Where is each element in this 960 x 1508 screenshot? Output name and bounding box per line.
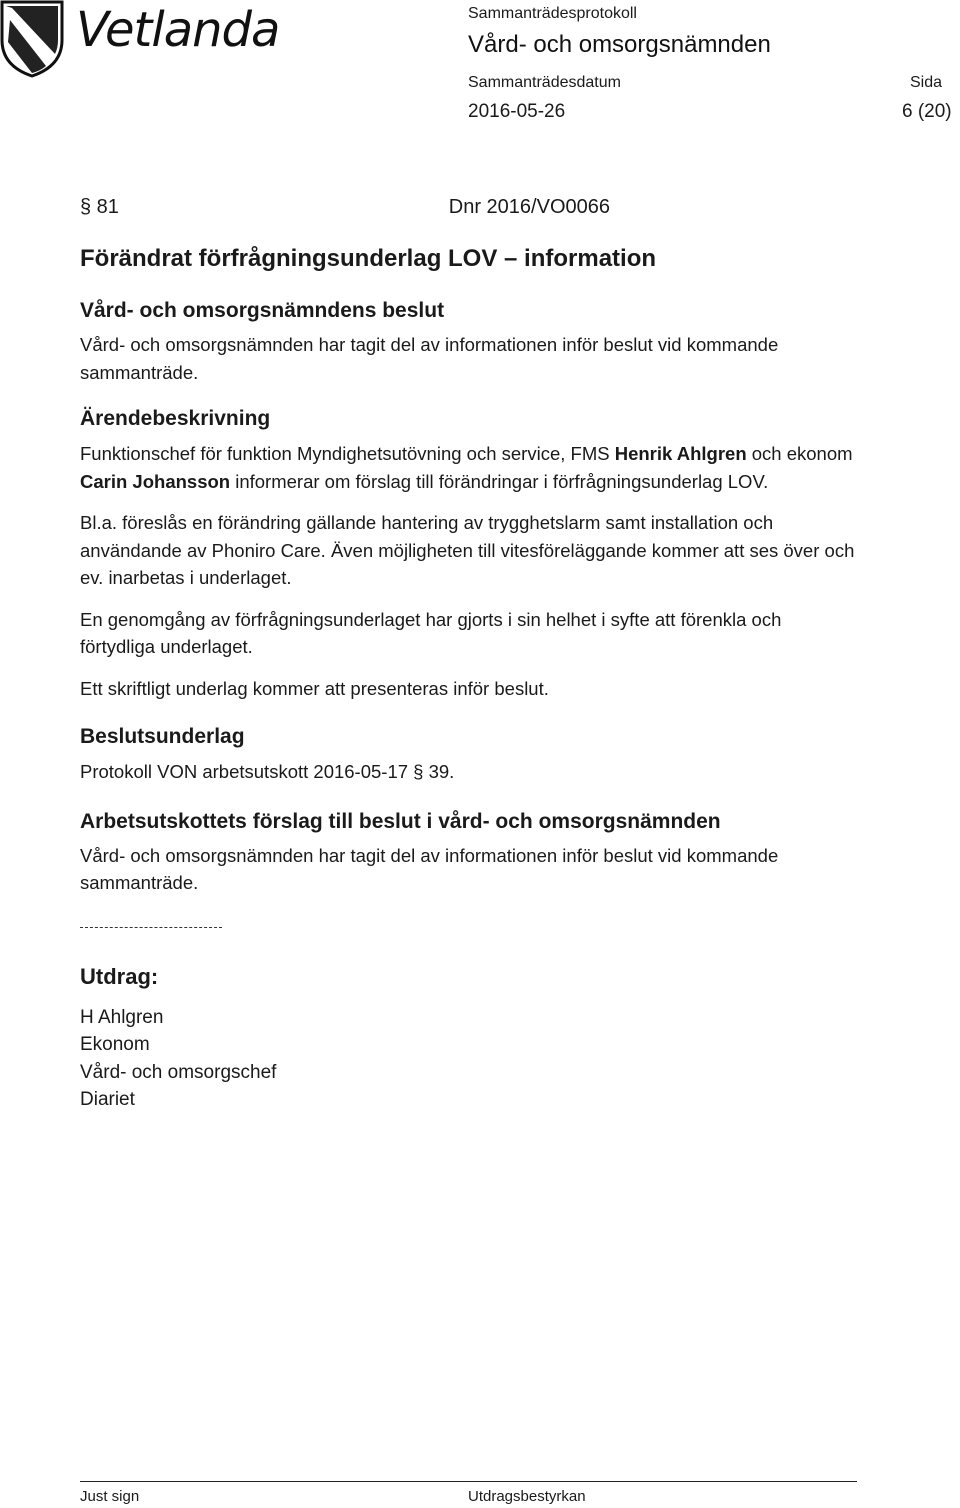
description-text: och ekonom xyxy=(746,443,853,464)
extract-recipient-list xyxy=(80,1004,860,1114)
proposal-text: Vård- och omsorgsnämnden har tagit del av informationen inför beslut vid kommande sammanträde. xyxy=(80,844,779,893)
protocol-item xyxy=(80,196,860,1114)
description-text: Funktionschef för funktion Myndighetsutövning och service, FMS xyxy=(80,443,615,464)
person-name: Henrik Ahlgren xyxy=(614,443,747,464)
description-paragraph-4: Ett skriftligt underlag kommer att presenteras inför beslut. xyxy=(80,677,549,699)
person-name: Carin Johansson xyxy=(80,470,231,492)
vetlanda-coat-of-arms-icon xyxy=(0,0,66,78)
municipality-wordmark: Vetlanda xyxy=(76,2,280,58)
extract-certification-label: Utdragsbestyrkan xyxy=(468,1488,586,1505)
basis-heading: Beslutsunderlag xyxy=(80,725,245,748)
extract-heading: Utdrag: xyxy=(80,963,159,989)
extract-recipient: Vård- och omsorgschef xyxy=(80,1061,277,1083)
meeting-date: 2016-05-26 xyxy=(468,101,566,122)
item-id-row xyxy=(80,196,610,219)
item-title: Förändrat förfrågningsunderlag LOV – information xyxy=(80,245,657,272)
footer-divider xyxy=(80,1481,857,1482)
protocol-label: Sammanträdesprotokoll xyxy=(468,5,637,22)
diary-number: Dnr 2016/VO0066 xyxy=(448,196,610,218)
municipality-logo xyxy=(0,0,300,80)
description-paragraph-1 xyxy=(80,440,860,495)
committee-name: Vård- och omsorgsnämnden xyxy=(468,31,771,58)
sign-label: Just sign xyxy=(80,1488,140,1505)
basis-text: Protokoll VON arbetsutskott 2016-05-17 § 39. xyxy=(80,761,455,782)
decision-text: Vård- och omsorgsnämnden har tagit del av informationen inför beslut vid kommande sammanträde. xyxy=(80,334,779,383)
extract-recipient: Ekonom xyxy=(80,1034,150,1055)
separator-line xyxy=(80,927,222,928)
section-number: § 81 xyxy=(80,196,119,218)
page-number: 6 (20) xyxy=(902,101,952,122)
decision-heading: Vård- och omsorgsnämndens beslut xyxy=(80,299,445,322)
description-text: informerar om förslag till förändringar i förfrågningsunderlag LOV. xyxy=(230,470,769,492)
extract-recipient: H Ahlgren xyxy=(80,1006,164,1028)
proposal-heading: Arbetsutskottets förslag till beslut i vård- och omsorgsnämnden xyxy=(80,809,721,833)
extract-recipient: Diariet xyxy=(80,1089,135,1110)
description-heading: Ärendebeskrivning xyxy=(80,407,271,430)
description-paragraph-2: Bl.a. föreslås en förändring gällande hantering av trygghetslarm samt installation och användande av Phoniro Care. Även möjligheten till vitesföreläggande kommer att ses över och ev. inarbetas i underlaget. xyxy=(80,512,855,588)
date-label: Sammanträdesdatum xyxy=(468,74,621,91)
description-paragraph-3: En genomgång av förfrågningsunderlaget har gjorts i sin helhet i syfte att förenkla och förtydliga underlaget. xyxy=(80,608,782,657)
page-label: Sida xyxy=(910,74,943,91)
